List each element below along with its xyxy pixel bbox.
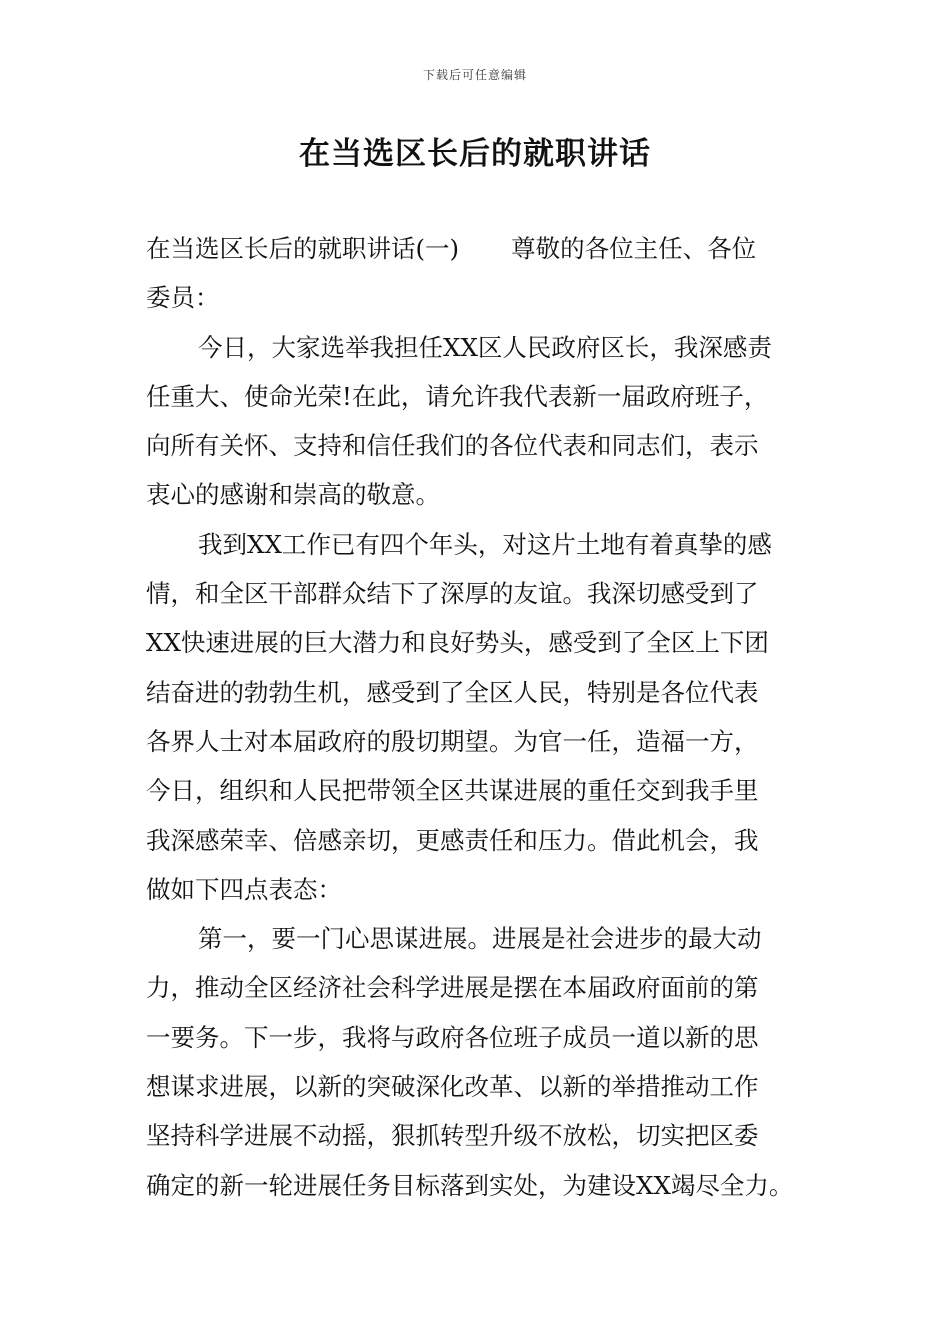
paragraph-2-line-3: XX快速进展的巨大潜力和良好势头，感受到了全区上下团 [146,628,769,658]
document-title: 在当选区长后的就职讲话 [299,136,651,172]
document-body [146,224,814,1210]
paragraph-3-line-3: 一要务。下一步，我将与政府各位班子成员一道以新的思 [146,1022,759,1052]
paragraph-2-line-6: 今日，组织和人民把带领全区共谋进展的重任交到我手里 [146,776,759,806]
paragraph-2-line-4: 结奋进的勃勃生机，感受到了全区人民，特别是各位代表 [146,677,759,707]
salutation-end: 委员： [146,283,220,313]
paragraph-1-line-4: 衷心的感谢和崇高的敬意。 [146,480,440,510]
paragraph-2-line-7: 我深感荣幸、倍感亲切，更感责任和压力。借此机会，我 [146,825,759,855]
paragraph-3-line-5: 坚持科学进展不动摇，狠抓转型升级不放松，切实把区委 [146,1121,759,1151]
salutation-start: 尊敬的各位主任、各位 [511,234,757,263]
paragraph-3-line-4: 想谋求进展，以新的突破深化改革、以新的举措推动工作 [146,1072,759,1102]
paragraph-3-line-1: 第一，要一门心思谋进展。进展是社会进步的最大动 [198,924,762,954]
paragraph-2-line-1: 我到XX工作已有四个年头，对这片土地有着真挚的感 [198,529,772,559]
paragraph-3-line-6: 确定的新一轮进展任务目标落到实处，为建设XX竭尽全力。 [146,1170,794,1200]
subtitle: 在当选区长后的就职讲话(一) [146,234,460,263]
paragraph-1-line-3: 向所有关怀、支持和信任我们的各位代表和同志们，表示 [146,431,759,461]
header-note: 下载后可任意编辑 [422,68,527,82]
paragraph-1-line-2: 任重大、使命光荣!在此，请允许我代表新一届政府班子， [146,381,769,411]
paragraph-2-line-8: 做如下四点表态： [146,874,342,904]
paragraph-2-line-2: 情，和全区干部群众结下了深厚的友谊。我深切感受到了 [146,579,759,609]
paragraph-2-line-5: 各界人士对本届政府的殷切期望。为官一任，造福一方， [146,726,759,756]
paragraph-3-line-2: 力，推动全区经济社会科学进展是摆在本届政府面前的第 [146,973,759,1003]
paragraph-1-line-1: 今日，大家选举我担任XX区人民政府区长，我深感责 [198,332,772,362]
heading-line [146,224,814,273]
